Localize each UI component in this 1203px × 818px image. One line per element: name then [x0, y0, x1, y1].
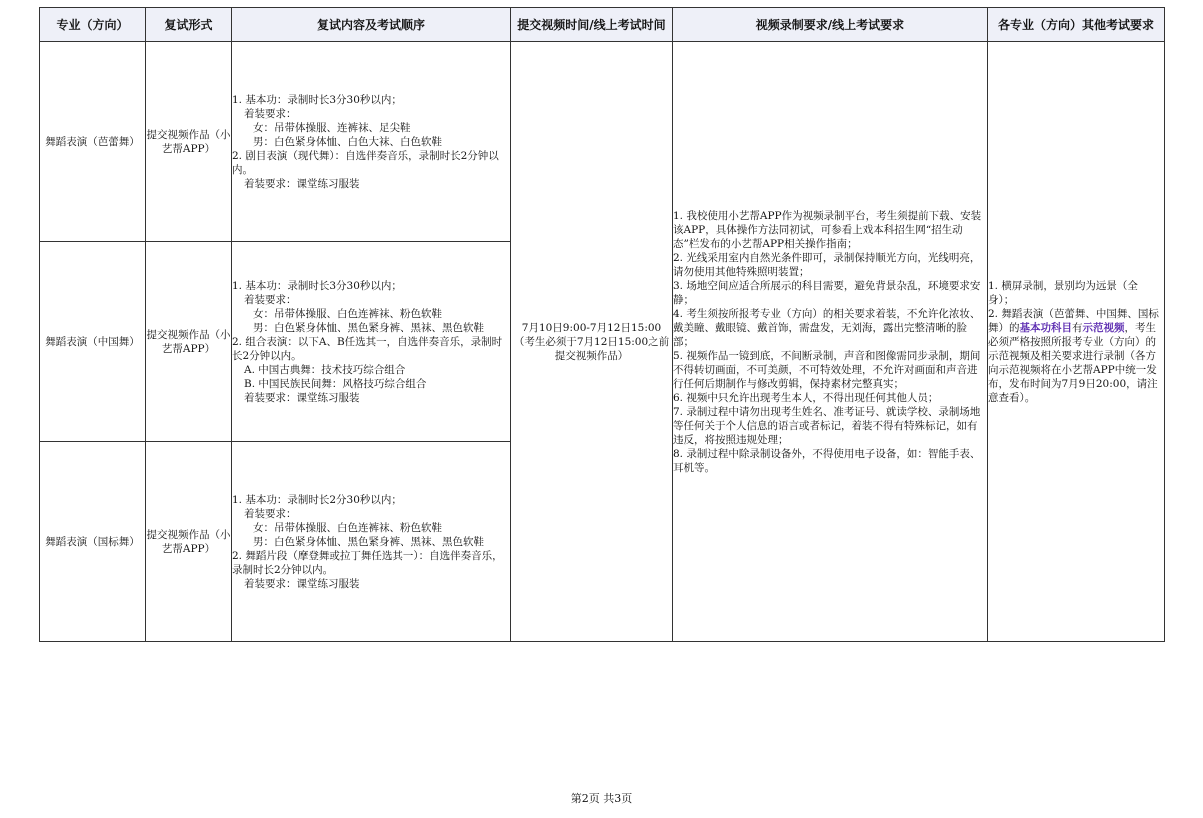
content-line: 着装要求：: [244, 293, 297, 306]
requirements-cell: [673, 42, 988, 642]
other-text: 有: [1072, 321, 1083, 334]
header-time: 提交视频时间/线上考试时间: [511, 8, 673, 42]
highlight-basic-skill: 基本功科目: [1019, 321, 1072, 334]
content-line: 2. 舞蹈片段（摩登舞或拉丁舞任选其一）：自选伴奏音乐，录制时长2分钟以内。: [232, 549, 503, 576]
time-note: （考生必须于7月12日15:00之前提交视频作品）: [513, 335, 670, 362]
header-requirements: 视频录制要求/线上考试要求: [673, 8, 988, 42]
highlight-demo-video: 示范视频: [1082, 321, 1125, 334]
content-line: 2. 剧目表演（现代舞）：自选伴奏音乐，录制时长2分钟以内。: [232, 149, 499, 176]
major-cell: 舞蹈表演（中国舞）: [40, 242, 146, 442]
content-line: 着装要求：课堂练习服装: [244, 577, 360, 590]
content-line: 着装要求：课堂练习服装: [244, 177, 360, 190]
requirement-item: 1. 我校使用小艺帮APP作为视频录制平台，考生须提前下载、安装该APP，具体操作方法同初试，可参看上戏本科招生网“招生动态”栏发布的小艺帮APP相关操作指南；: [673, 209, 982, 250]
content-line: 着装要求：: [244, 107, 297, 120]
content-line: 着装要求：课堂练习服装: [244, 391, 360, 404]
requirement-item: 8. 录制过程中除录制设备外，不得使用电子设备，如：智能手表、耳机等。: [673, 447, 981, 474]
other-text: 2. 舞蹈表演（芭蕾舞、中国舞、国标舞）的: [988, 307, 1159, 334]
content-cell: [232, 242, 511, 442]
header-major: 专业（方向）: [40, 8, 146, 42]
form-cell: 提交视频作品（小艺帮APP）: [146, 442, 232, 642]
requirement-item: 5. 视频作品一镜到底，不间断录制，声音和图像需同步录制，期间不得转切画面，不可美颜，不可特效处理，不允许对画面和声音进行任何后期制作与修改剪辑，保持素材完整真实；: [673, 349, 981, 390]
time-range: 7月10日9:00-7月12日15:00: [521, 321, 662, 334]
content-line: 1. 基本功：录制时长3分30秒以内；: [232, 93, 402, 106]
major-cell: 舞蹈表演（芭蕾舞）: [40, 42, 146, 242]
content-line: 男：白色紧身体恤、黑色紧身裤、黑袜、黑色软鞋: [253, 321, 484, 334]
other-item: 1. 横屏录制，景别均为远景（全身）；: [988, 279, 1138, 306]
requirement-item: 4. 考生须按所报考专业（方向）的相关要求着装，不允许化浓妆、戴美瞳、戴眼镜、戴首饰，需盘发，无刘海，露出完整清晰的脸部；: [673, 307, 981, 348]
content-line: 女：吊带体操服、白色连裤袜、粉色软鞋: [253, 307, 442, 320]
content-line: 女：吊带体操服、连裤袜、足尖鞋: [253, 121, 411, 134]
table-row: [40, 42, 1165, 242]
header-other: 各专业（方向）其他考试要求: [988, 8, 1165, 42]
other-requirements-cell: [988, 42, 1165, 642]
requirement-item: 2. 光线采用室内自然光条件即可，录制保持顺光方向，光线明亮，请勿使用其他特殊照明装置；: [673, 251, 981, 278]
table-header-row: [40, 8, 1165, 42]
content-cell: [232, 42, 511, 242]
content-line: B. 中国民族民间舞：风格技巧综合组合: [244, 377, 427, 390]
other-text: ，考生必须严格按照所报考专业（方向）的示范视频及相关要求进行录制（各方向示范视频将在小艺帮APP中统一发布，发布时间为7月9日20:00，请注意查看）。: [988, 321, 1158, 404]
requirement-item: 6. 视频中只允许出现考生本人，不得出现任何其他人员；: [673, 391, 939, 404]
page-footer: 第2页 共3页: [570, 792, 633, 805]
other-item: [988, 307, 1164, 405]
header-form: 复试形式: [146, 8, 232, 42]
form-cell: 提交视频作品（小艺帮APP）: [146, 242, 232, 442]
time-cell: [511, 42, 673, 642]
major-cell: 舞蹈表演（国标舞）: [40, 442, 146, 642]
content-line: 男：白色紧身体恤、白色大袜、白色软鞋: [253, 135, 442, 148]
content-line: A. 中国古典舞：技术技巧综合组合: [244, 363, 406, 376]
content-line: 男：白色紧身体恤、黑色紧身裤、黑袜、黑色软鞋: [253, 535, 484, 548]
requirement-item: 3. 场地空间应适合所展示的科目需要，避免背景杂乱，环境要求安静；: [673, 279, 981, 306]
header-content: 复试内容及考试顺序: [232, 8, 511, 42]
form-cell: 提交视频作品（小艺帮APP）: [146, 42, 232, 242]
content-line: 2. 组合表演：以下A、B任选其一，自选伴奏音乐，录制时长2分钟以内。: [232, 335, 503, 362]
content-line: 1. 基本功：录制时长2分30秒以内；: [232, 493, 402, 506]
content-line: 女：吊带体操服、白色连裤袜、粉色软鞋: [253, 521, 442, 534]
content-line: 1. 基本功：录制时长3分30秒以内；: [232, 279, 402, 292]
content-cell: [232, 442, 511, 642]
exam-requirements-table: [39, 7, 1165, 642]
content-line: 着装要求：: [244, 507, 297, 520]
requirement-item: 7. 录制过程中请勿出现考生姓名、准考证号、就读学校、录制场地等任何关于个人信息的语言或者标记，着装不得有特殊标记，如有违反，将按照违规处理；: [673, 405, 981, 446]
